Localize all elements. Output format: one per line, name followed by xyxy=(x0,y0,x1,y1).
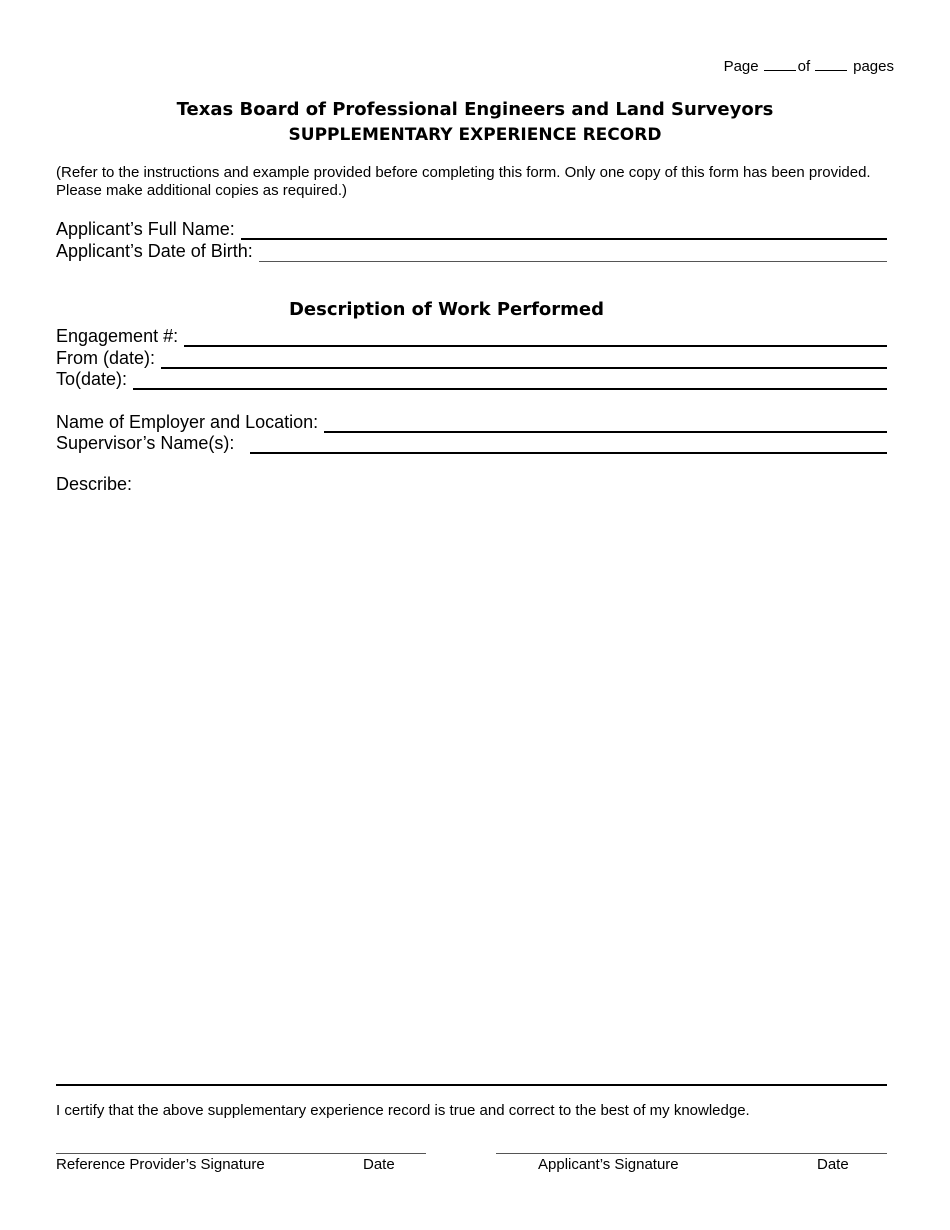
from-date-label: From (date): xyxy=(56,348,156,368)
supervisor-field[interactable] xyxy=(250,434,887,454)
from-date-row xyxy=(56,347,887,369)
engagement-field[interactable] xyxy=(184,327,887,347)
certification-statement: I certify that the above supplementary experience record is true and correct to the best of my knowledge. xyxy=(56,1102,750,1119)
applicant-signature-line[interactable] xyxy=(496,1153,887,1154)
full-name-label: Applicant’s Full Name: xyxy=(56,219,235,239)
page-number-blank[interactable] xyxy=(764,56,796,71)
applicant-date-label: Date xyxy=(817,1156,849,1173)
full-name-row xyxy=(56,218,887,240)
total-pages-blank[interactable] xyxy=(815,56,847,71)
engagement-label: Engagement #: xyxy=(56,326,179,346)
page-counter xyxy=(724,56,894,75)
page-label: Page xyxy=(723,58,759,75)
dob-field[interactable] xyxy=(259,243,887,262)
applicant-signature-label: Applicant’s Signature xyxy=(538,1156,679,1173)
reference-date-label: Date xyxy=(363,1156,395,1173)
supervisor-row xyxy=(56,432,887,454)
employer-row xyxy=(56,411,887,433)
reference-signature-line[interactable] xyxy=(56,1153,426,1154)
reference-signature-label: Reference Provider’s Signature xyxy=(56,1156,265,1173)
organization-title: Texas Board of Professional Engineers and Land Surveyors xyxy=(176,99,774,120)
dob-row xyxy=(56,240,887,262)
from-date-field[interactable] xyxy=(161,349,887,369)
describe-label: Describe: xyxy=(56,474,133,494)
to-date-label: To(date): xyxy=(56,369,128,389)
form-title: SUPPLEMENTARY EXPERIENCE RECORD xyxy=(288,125,662,145)
dob-label: Applicant’s Date of Birth: xyxy=(56,241,253,261)
pages-label: pages xyxy=(853,58,894,75)
employer-field[interactable] xyxy=(324,413,887,433)
instructions-text: (Refer to the instructions and example provided before completing this form. Only one copy of this form has been provided. Please make additional copies as required.) xyxy=(56,164,871,199)
to-date-field[interactable] xyxy=(133,370,887,390)
of-label: of xyxy=(797,58,811,75)
description-bottom-rule xyxy=(56,1084,887,1086)
engagement-row xyxy=(56,325,887,347)
description-area[interactable] xyxy=(56,500,887,1070)
supervisor-label: Supervisor’s Name(s): xyxy=(56,433,235,453)
work-section-heading: Description of Work Performed xyxy=(288,299,605,320)
full-name-field[interactable] xyxy=(241,220,887,240)
to-date-row xyxy=(56,368,887,390)
employer-label: Name of Employer and Location: xyxy=(56,412,319,432)
